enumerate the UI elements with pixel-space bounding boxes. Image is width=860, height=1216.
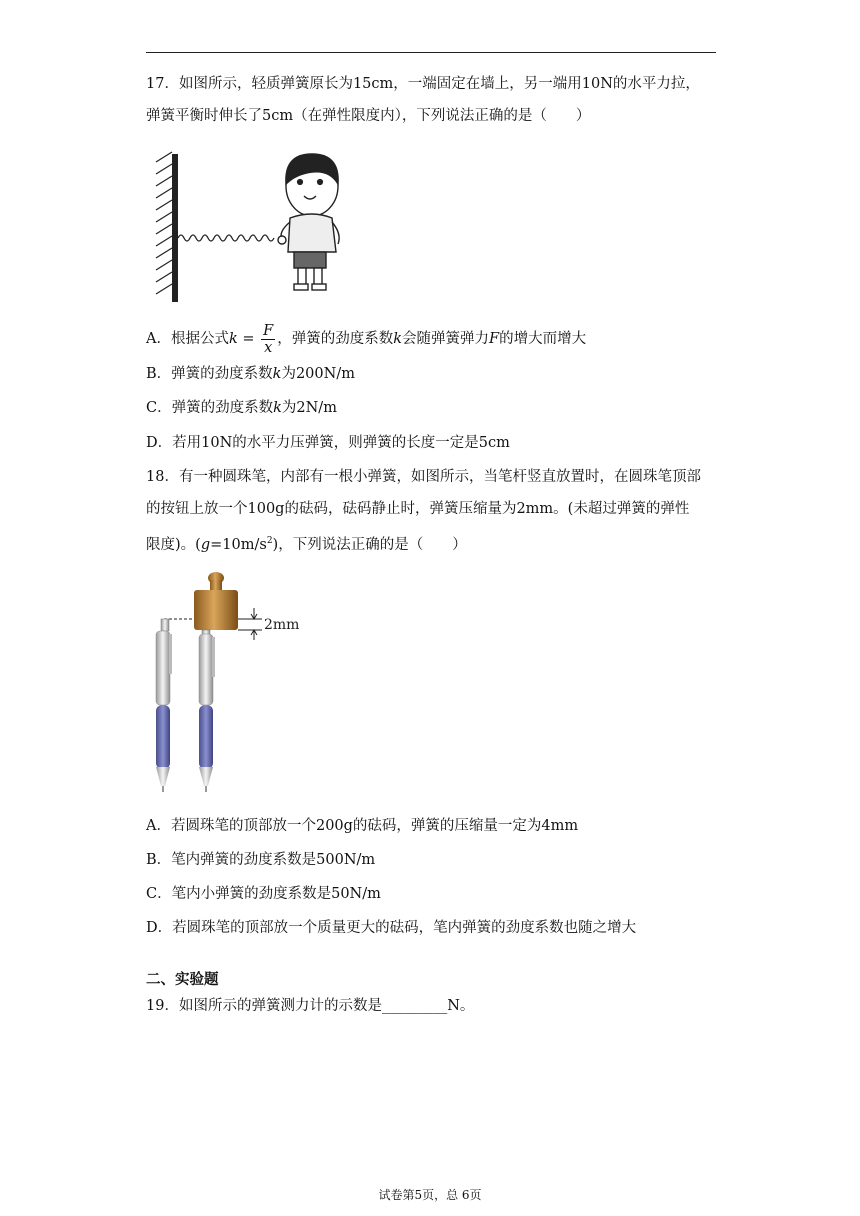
- answer-blank[interactable]: _________: [381, 998, 448, 1014]
- formula-denominator: x: [264, 339, 273, 356]
- formula-lhs: k: [228, 331, 238, 347]
- q18-option-a: A．若圆珠笔的顶部放一个200g的砝码，弹簧的压缩量一定为4mm: [146, 818, 579, 834]
- q17-option-b-prefix: B．弹簧的劲度系数: [146, 366, 273, 382]
- q18-option-d: D．若圆珠笔的顶部放一个质量更大的砝码，笔内弹簧的劲度系数也随之增大: [146, 920, 637, 936]
- formula-numerator: F: [263, 322, 274, 339]
- q17-figure-boy-pulling-spring: [150, 148, 350, 304]
- weight-100g: [194, 572, 238, 630]
- dimension-label: 2mm: [264, 617, 300, 633]
- q18-line3-c: )，下列说法正确的是（ ）: [272, 536, 467, 553]
- q17-option-a-suffix: 的增大而增大: [499, 331, 587, 347]
- q17-option-a-mid2: 会随弹簧弹力: [402, 331, 490, 347]
- wall: [172, 154, 178, 302]
- wall-hatching: [156, 152, 172, 294]
- q19-suffix: N。: [447, 998, 475, 1014]
- q17-option-c-suffix: 为2N/m: [281, 400, 337, 416]
- pen-left: [156, 619, 172, 792]
- var-g: g: [200, 536, 211, 553]
- var-k: k: [273, 400, 282, 416]
- q17-option-b-suffix: 为200N/m: [281, 366, 355, 382]
- q18-option-b: B．笔内弹簧的劲度系数是500N/m: [146, 852, 376, 868]
- q19-prefix: 19．如图所示的弹簧测力计的示数是: [146, 998, 382, 1014]
- q18-stem-line3: [146, 531, 467, 555]
- q17-option-a: [146, 320, 586, 358]
- q17-option-c-prefix: C．弹簧的劲度系数: [146, 400, 274, 416]
- q17-stem-line2: 弹簧平衡时伸长了5cm（在弹性限度内），下列说法正确的是（ ）: [146, 108, 591, 124]
- section-title: 二、实验题: [146, 972, 219, 988]
- q17-option-d: D．若用10N的水平力压弹簧，则弹簧的长度一定是5cm: [146, 435, 510, 451]
- q17-stem-line1: 17．如图所示，轻质弹簧原长为15cm，一端固定在墙上，另一端用10N的水平力拉，: [146, 76, 700, 92]
- q19-stem: [146, 996, 474, 1016]
- page-footer: 试卷第5页，总 6页: [378, 1188, 482, 1202]
- var-F: F: [489, 331, 500, 347]
- formula-eq: =: [237, 331, 260, 347]
- q18-line3-b: =10m/s: [210, 536, 267, 553]
- q18-line3-a: 限度)。(: [146, 536, 201, 553]
- q17-option-a-mid1: ，弹簧的劲度系数: [277, 331, 394, 347]
- q17-option-b: [146, 364, 355, 384]
- spring: [178, 235, 274, 241]
- header-rule: [146, 52, 716, 53]
- var-k: k: [393, 331, 403, 347]
- q18-stem-line2: 的按钮上放一个100g的砝码，砝码静止时，弹簧压缩量为2mm。(未超过弹簧的弹性: [146, 501, 690, 517]
- boy: [278, 154, 339, 290]
- q18-line3-sup: 2: [266, 536, 273, 546]
- q18-option-c: C．笔内小弹簧的劲度系数是50N/m: [146, 886, 381, 902]
- var-k: k: [272, 366, 282, 382]
- q18-figure-pens-with-weight: [150, 568, 320, 794]
- q18-stem-line1: 18．有一种圆珠笔，内部有一根小弹簧，如图所示，当笔杆竖直放置时，在圆珠笔顶部: [146, 469, 701, 485]
- pen-right: [199, 630, 215, 792]
- q17-option-a-prefix: A．根据公式: [146, 331, 229, 347]
- dimension-marks: [238, 608, 262, 640]
- q17-option-c: [146, 398, 337, 418]
- formula-fraction: [261, 323, 275, 356]
